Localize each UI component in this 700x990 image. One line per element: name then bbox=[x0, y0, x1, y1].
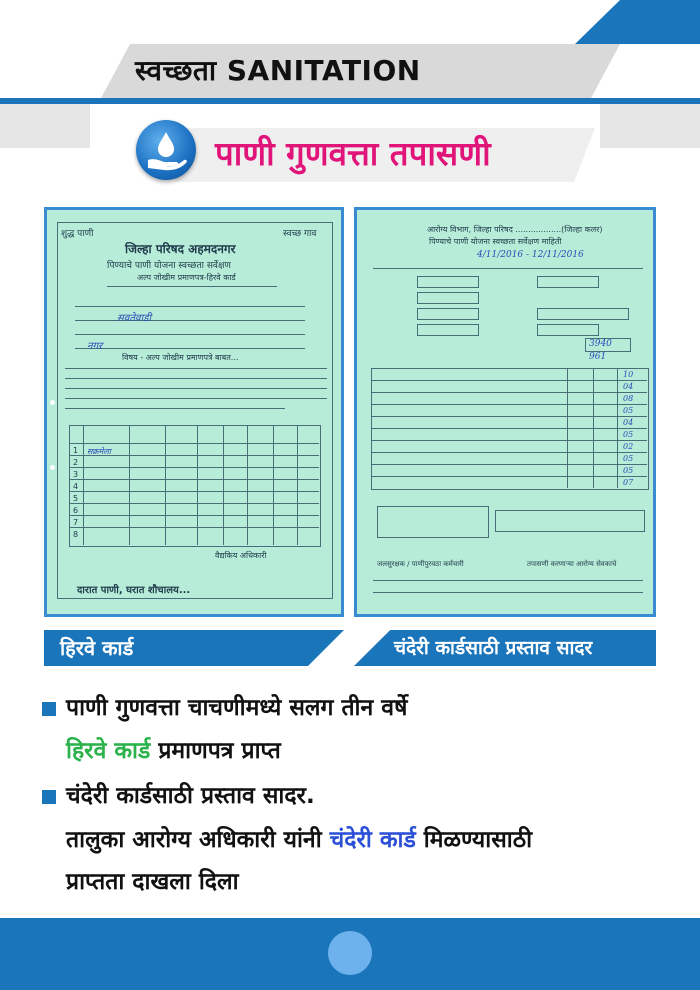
mark: 05 bbox=[623, 406, 634, 415]
row-label: 8 bbox=[73, 530, 79, 539]
point-2-line-2 bbox=[66, 822, 532, 854]
doc-card-name: अल्प जोखीम प्रमाणपत्र-हिरवे कार्ड bbox=[137, 273, 236, 282]
green-card-document: शुद्ध पाणी स्वच्छ गाव जिल्हा परिषद अहमदनगर पिण्याचे पाणी योजना स्वच्छता सर्वेक्षण अल्प जोखीम प्रमाणपत्र-हिरवे कार्ड सवतेवाडी नगर विषय - अल्प जोखीम प्रमाणपत्रे बाबत... 1 2 3 4 5 6 7 8 सक्रमेला वैद्यकिय अधिकारी दारात पाणी, घरात शौचालय... bbox=[44, 207, 344, 617]
bullet-square bbox=[42, 702, 56, 716]
point-1-line-1: पाणी गुणवत्ता चाचणीमध्ये सलग तीन वर्षे bbox=[66, 695, 408, 721]
mark: 08 bbox=[623, 394, 634, 403]
green-card-highlight: हिरवे कार्ड bbox=[66, 738, 151, 764]
mark: 10 bbox=[623, 370, 634, 379]
signature-left: जलसुरक्षक / पाणीपुरवठा कर्मचारी bbox=[377, 560, 464, 568]
doc-signature: वैद्यकिय अधिकारी bbox=[215, 551, 267, 560]
top-decor-band bbox=[0, 0, 700, 28]
top-corner-band bbox=[575, 0, 700, 44]
row-label: 3 bbox=[73, 470, 79, 479]
signature-right: तपासणी करणाऱ्या आरोग्य सेवकाचे bbox=[527, 560, 617, 568]
score-b: 961 bbox=[589, 352, 607, 362]
point-2-line-1: चंदेरी कार्डसाठी प्रस्ताव सादर. bbox=[66, 783, 315, 809]
bullet-square bbox=[42, 790, 56, 804]
mark: 05 bbox=[623, 466, 634, 475]
doc-scheme: पिण्याचे पाणी योजना स्वच्छता सर्वेक्षण bbox=[107, 261, 231, 271]
doc-corner-right: स्वच्छ गाव bbox=[283, 229, 317, 239]
row-label: 2 bbox=[73, 458, 79, 467]
page-indicator-dot bbox=[328, 931, 372, 975]
water-hand-icon bbox=[136, 120, 196, 180]
point-2-line-2-post: मिळण्यासाठी bbox=[415, 827, 533, 853]
survey-document bbox=[354, 207, 656, 617]
silver-card-tag-label: चंदेरी कार्डसाठी प्रस्ताव सादर bbox=[394, 637, 593, 659]
mark: 04 bbox=[623, 382, 634, 391]
silver-card-highlight: चंदेरी कार्ड bbox=[329, 827, 416, 853]
mark: 05 bbox=[623, 430, 634, 439]
point-2-line-3: प्राप्तता दाखला दिला bbox=[66, 869, 239, 895]
header-rule bbox=[0, 98, 700, 104]
row-label: 6 bbox=[73, 506, 79, 515]
doc-subject: विषय - अल्प जोखीम प्रमाणपत्रे बाबत... bbox=[122, 353, 239, 362]
point-2-line-2-pre: तालुका आरोग्य अधिकारी यांनी bbox=[66, 827, 330, 853]
doc-corner-left: शुद्ध पाणी bbox=[61, 229, 94, 239]
row-label: 7 bbox=[73, 518, 79, 527]
row-label: 5 bbox=[73, 494, 79, 503]
mark: 05 bbox=[623, 454, 634, 463]
section-heading: पाणी गुणवत्ता तपासणी bbox=[215, 134, 491, 173]
header-grey-left bbox=[0, 104, 90, 148]
row-label: 1 bbox=[73, 446, 79, 455]
header-grey-right bbox=[600, 104, 700, 148]
mark: 07 bbox=[623, 478, 634, 487]
score-a: 3940 bbox=[589, 339, 612, 349]
doc-footer-note: दारात पाणी, घरात शौचालय... bbox=[77, 585, 191, 596]
survey-dates: 4/11/2016 - 12/11/2016 bbox=[477, 250, 584, 260]
row1-value: सक्रमेला bbox=[87, 447, 111, 456]
doc-heading-2: पिण्याचे पाणी योजना स्वच्छता सर्वेक्षण माहिती bbox=[429, 237, 562, 246]
point-1-line-2-rest: प्रमाणपत्र प्राप्त bbox=[150, 738, 281, 764]
mark: 02 bbox=[623, 442, 634, 451]
doc-heading: आरोग्य विभाग, जिल्हा परिषद ..................(जिल्हा कलर) bbox=[427, 225, 603, 234]
green-card-tag-label: हिरवे कार्ड bbox=[60, 636, 134, 660]
row-label: 4 bbox=[73, 482, 79, 491]
mark: 04 bbox=[623, 418, 634, 427]
doc-org: जिल्हा परिषद अहमदनगर bbox=[125, 242, 236, 256]
page-title: स्वच्छता SANITATION bbox=[135, 54, 421, 87]
point-1-line-2 bbox=[66, 733, 281, 765]
